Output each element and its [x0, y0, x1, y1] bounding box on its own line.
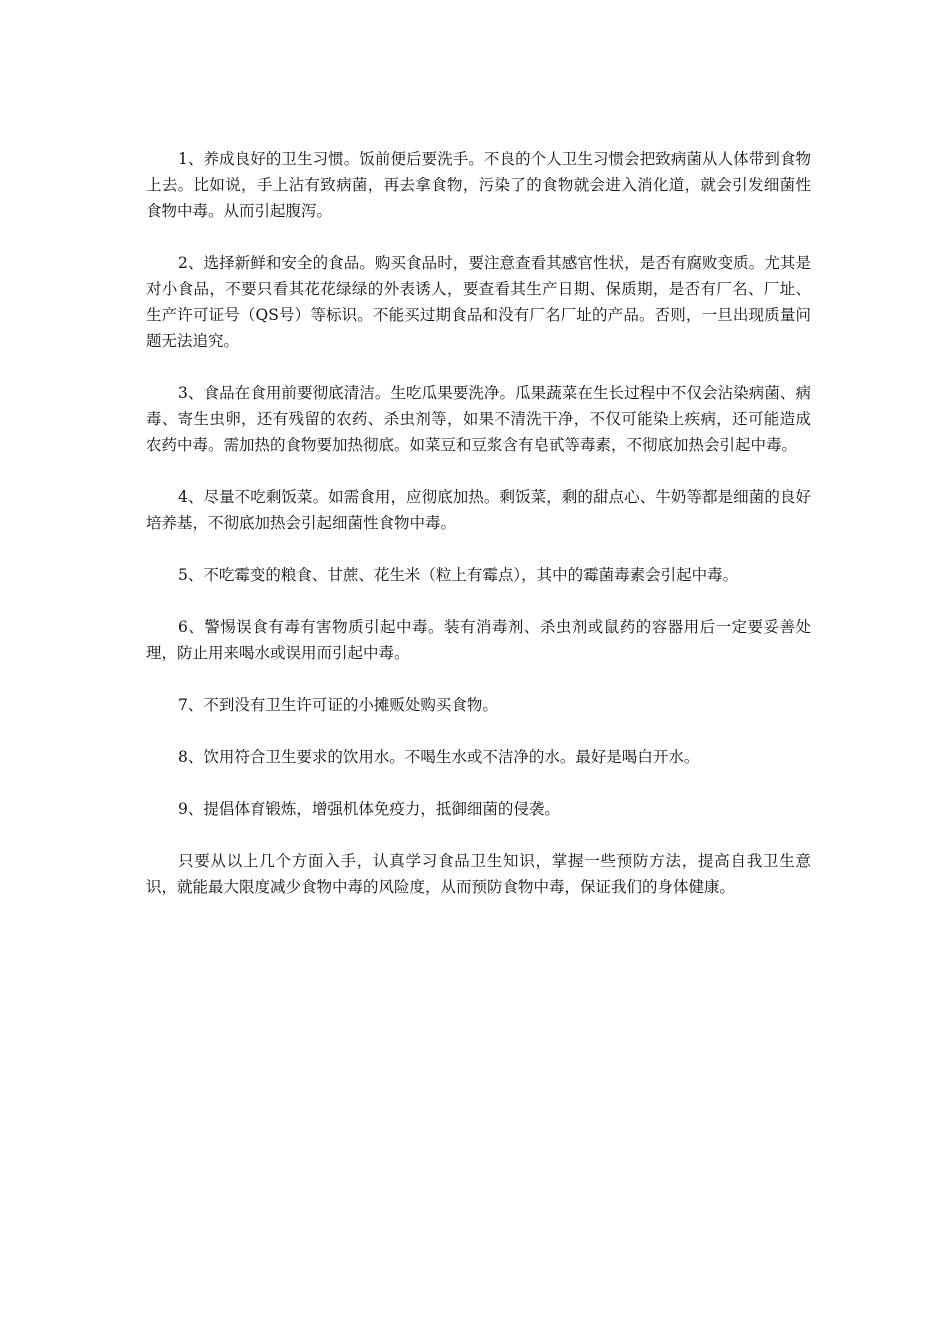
- paragraph-6: 6、警惕误食有毒有害物质引起中毒。装有消毒剂、杀虫剂或鼠药的容器用后一定要妥善处理，防止用来喝水或误用而引起中毒。: [146, 618, 811, 662]
- paragraph-1: 1、养成良好的卫生习惯。饭前便后要洗手。不良的个人卫生习惯会把致病菌从人体带到食物上去。比如说，手上沾有致病菌，再去拿食物，污染了的食物就会进入消化道，就会引发细菌性食物中毒。从而引起腹泻。: [146, 150, 811, 220]
- paragraph-3: 3、食品在食用前要彻底清洁。生吃瓜果要洗净。瓜果蔬菜在生长过程中不仅会沾染病菌、病毒、寄生虫卵，还有残留的农药、杀虫剂等，如果不清洗干净，不仅可能染上疾病，还可能造成农药中毒。需加热的食物要加热彻底。如菜豆和豆浆含有皂甙等毒素，不彻底加热会引起中毒。: [146, 384, 811, 454]
- paragraph-2: 2、选择新鲜和安全的食品。购买食品时，要注意查看其感官性状，是否有腐败变质。尤其是对小食品，不要只看其花花绿绿的外表诱人，要查看其生产日期、保质期，是否有厂名、厂址、生产许可证号（QS号）等标识。不能买过期食品和没有厂名厂址的产品。否则，一旦出现质量问题无法追究。: [146, 254, 811, 350]
- document-body: [146, 146, 811, 926]
- paragraph-conclusion: 只要从以上几个方面入手，认真学习食品卫生知识，掌握一些预防方法，提高自我卫生意识，就能最大限度减少食物中毒的风险度，从而预防食物中毒，保证我们的身体健康。: [146, 852, 811, 896]
- paragraph-9: 9、提倡体育锻炼，增强机体免疫力，抵御细菌的侵袭。: [178, 800, 560, 818]
- paragraph-4: 4、尽量不吃剩饭菜。如需食用，应彻底加热。剩饭菜，剩的甜点心、牛奶等都是细菌的良好培养基，不彻底加热会引起细菌性食物中毒。: [146, 488, 811, 532]
- paragraph-7: 7、不到没有卫生许可证的小摊贩处购买食物。: [178, 696, 498, 714]
- paragraph-8: 8、饮用符合卫生要求的饮用水。不喝生水或不洁净的水。最好是喝白开水。: [178, 748, 700, 766]
- paragraph-5: 5、不吃霉变的粮食、甘蔗、花生米（粒上有霉点），其中的霉菌毒素会引起中毒。: [178, 566, 739, 584]
